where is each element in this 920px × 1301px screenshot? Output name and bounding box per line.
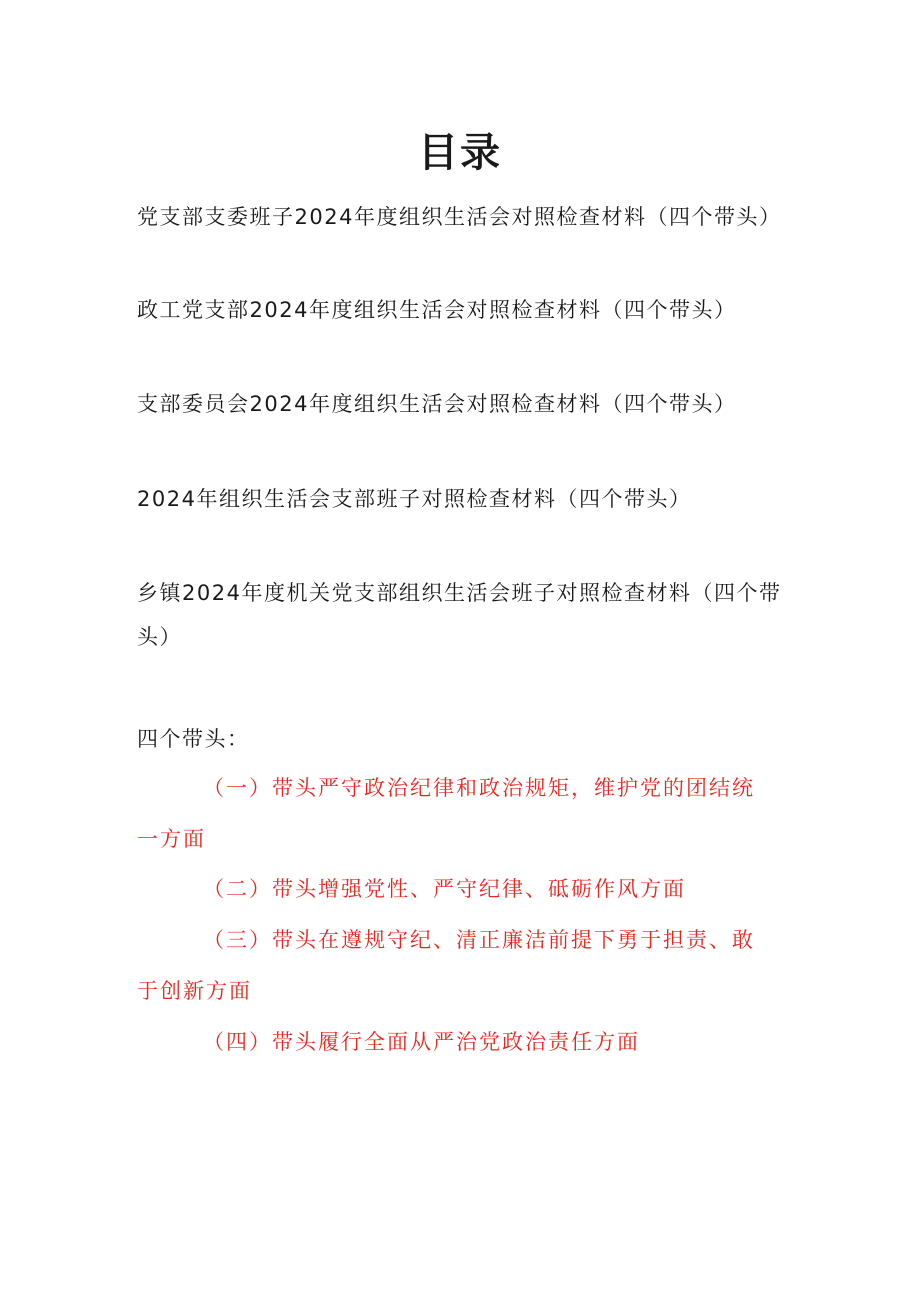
section-intro: 四个带头： [137,727,250,751]
toc-item-5: 乡镇2024年度机关党支部组织生活会班子对照检查材料（四个带头） [137,581,782,649]
toc-item-4: 2024年组织生活会支部班子对照检查材料（四个带头） [137,487,692,511]
page-title: 目录 [418,130,502,176]
point-2: （二）带头增强党性、严守纪律、砥砺作风方面 [203,877,686,901]
point-3: （三）带头在遵规守纪、清正廉洁前提下勇于担责、敢于创新方面 [137,928,755,1003]
toc-item-1: 党支部支委班子2024年度组织生活会对照检查材料（四个带头） [137,205,782,229]
toc-item-2: 政工党支部2024年度组织生活会对照检查材料（四个带头） [137,298,737,322]
point-4: （四）带头履行全面从严治党政治责任方面 [203,1030,640,1054]
toc-item-3: 支部委员会2024年度组织生活会对照检查材料（四个带头） [137,392,737,416]
point-1: （一）带头严守政治纪律和政治规矩，维护党的团结统一方面 [137,776,755,851]
